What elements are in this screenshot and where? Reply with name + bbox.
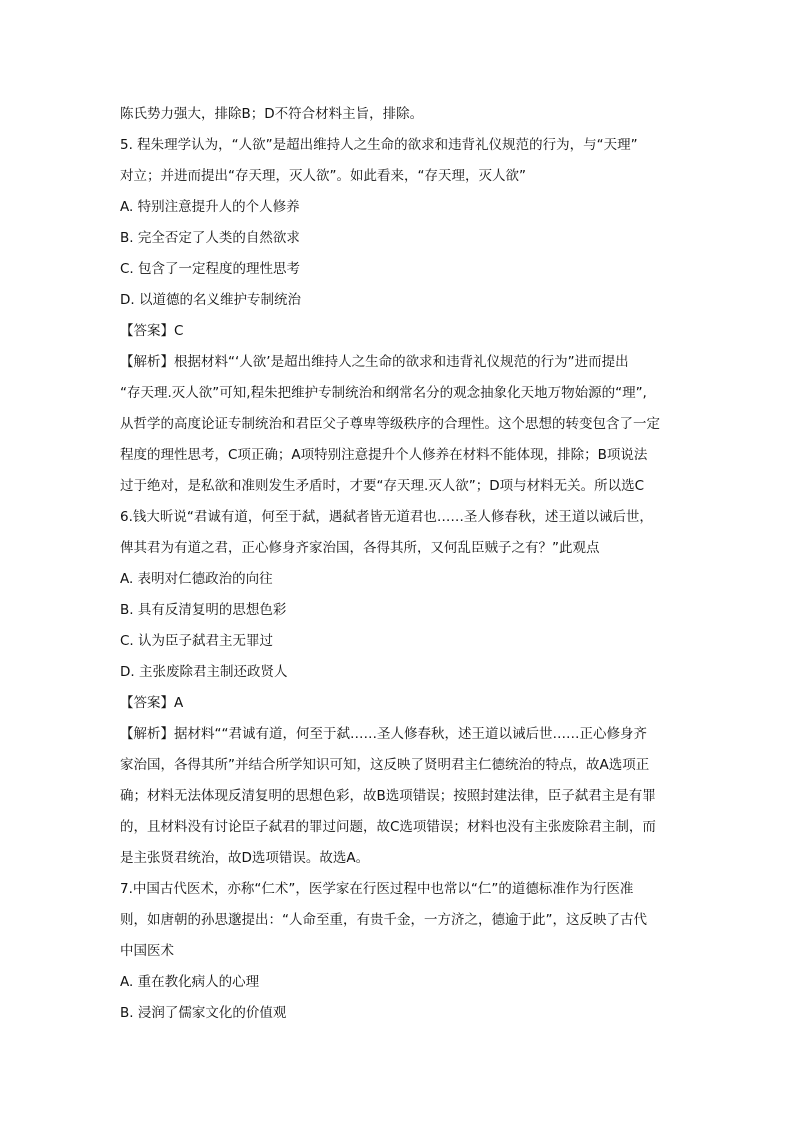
analysis-line: 从哲学的高度论证专制统治和君臣父子尊卑等级秩序的合理性。这个思想的转变包含了一定 [120, 416, 660, 432]
question-6-option-b: B. 具有反清复明的思想色彩 [120, 602, 287, 618]
question-6-option-c: C. 认为臣子弑君主无罪过 [120, 633, 274, 649]
question-6-stem: 6.钱大昕说“君诚有道，何至于弑，遇弑者皆无道君也……圣人修春秋，述王道以诫后世， [120, 509, 653, 525]
analysis-line: 【解析】据材料““君诚有道，何至于弑……圣人修春秋，述王道以诫后世……正心修身齐 [120, 726, 647, 742]
question-5-option-a: A. 特别注意提升人的个人修养 [120, 199, 300, 215]
analysis-line: 【解析】根据材料“‘人欲’是超出维持人之生命的欲求和违背礼仪规范的行为”进而提出 [120, 354, 629, 370]
text-line: 陈氏势力强大，排除B；D不符合材料主旨，排除。 [120, 106, 424, 122]
analysis-line: “存天理.灭人欲”可知,程朱把维护专制统治和纲常名分的观念抽象化天地万物始源的“理”, [120, 385, 647, 401]
question-5-stem: 对立；并进而提出“存天理，灭人欲”。如此看来，“存天理，灭人欲” [120, 168, 526, 184]
analysis-line: 的，且材料没有讨论臣子弑君的罪过问题，故C选项错误；材料也没有主张废除君主制，而 [120, 819, 656, 835]
analysis-line: 家治国，各得其所”并结合所学知识可知，这反映了贤明君主仁德统治的特点，故A选项正 [120, 757, 650, 773]
question-6-option-d: D. 主张废除君主制还政贤人 [120, 664, 288, 680]
analysis-line: 是主张贤君统治，故D选项错误。故选A。 [120, 850, 370, 866]
question-5-option-d: D. 以道德的名义维护专制统治 [120, 292, 301, 308]
question-5-stem: 5. 程朱理学认为，“人欲”是超出维持人之生命的欲求和违背礼仪规范的行为，与“天理” [120, 137, 638, 153]
question-7-option-b: B. 浸润了儒家文化的价值观 [120, 1005, 287, 1021]
question-5-option-b: B. 完全否定了人类的自然欲求 [120, 230, 300, 246]
question-7-stem: 中国医术 [120, 943, 174, 959]
question-7-stem: 则，如唐朝的孙思邈提出：“人命至重，有贵千金，一方济之，德逾于此”，这反映了古代 [120, 912, 647, 928]
answer-line: 【答案】C [120, 323, 184, 339]
analysis-line: 过于绝对，是私欲和准则发生矛盾时，才要“存天理.灭人欲”；D项与材料无关。所以选C [120, 478, 645, 494]
answer-line: 【答案】A [120, 695, 184, 711]
analysis-line: 确；材料无法体现反清复明的思想色彩，故B选项错误；按照封建法律，臣子弑君主是有罪 [120, 788, 656, 804]
question-6-option-a: A. 表明对仁德政治的向往 [120, 571, 273, 587]
question-5-option-c: C. 包含了一定程度的理性思考 [120, 261, 301, 277]
analysis-line: 程度的理性思考，C项正确；A项特别注意提升个人修养在材料不能体现，排除；B项说法 [120, 447, 648, 463]
question-7-option-a: A. 重在教化病人的心理 [120, 974, 260, 990]
question-7-stem: 7.中国古代医术，亦称“仁术”，医学家在行医过程中也常以“仁”的道德标准作为行医准 [120, 881, 634, 897]
question-6-stem: 俾其君为有道之君，正心修身齐家治国，各得其所，又何乱臣贼子之有？”此观点 [120, 540, 600, 556]
